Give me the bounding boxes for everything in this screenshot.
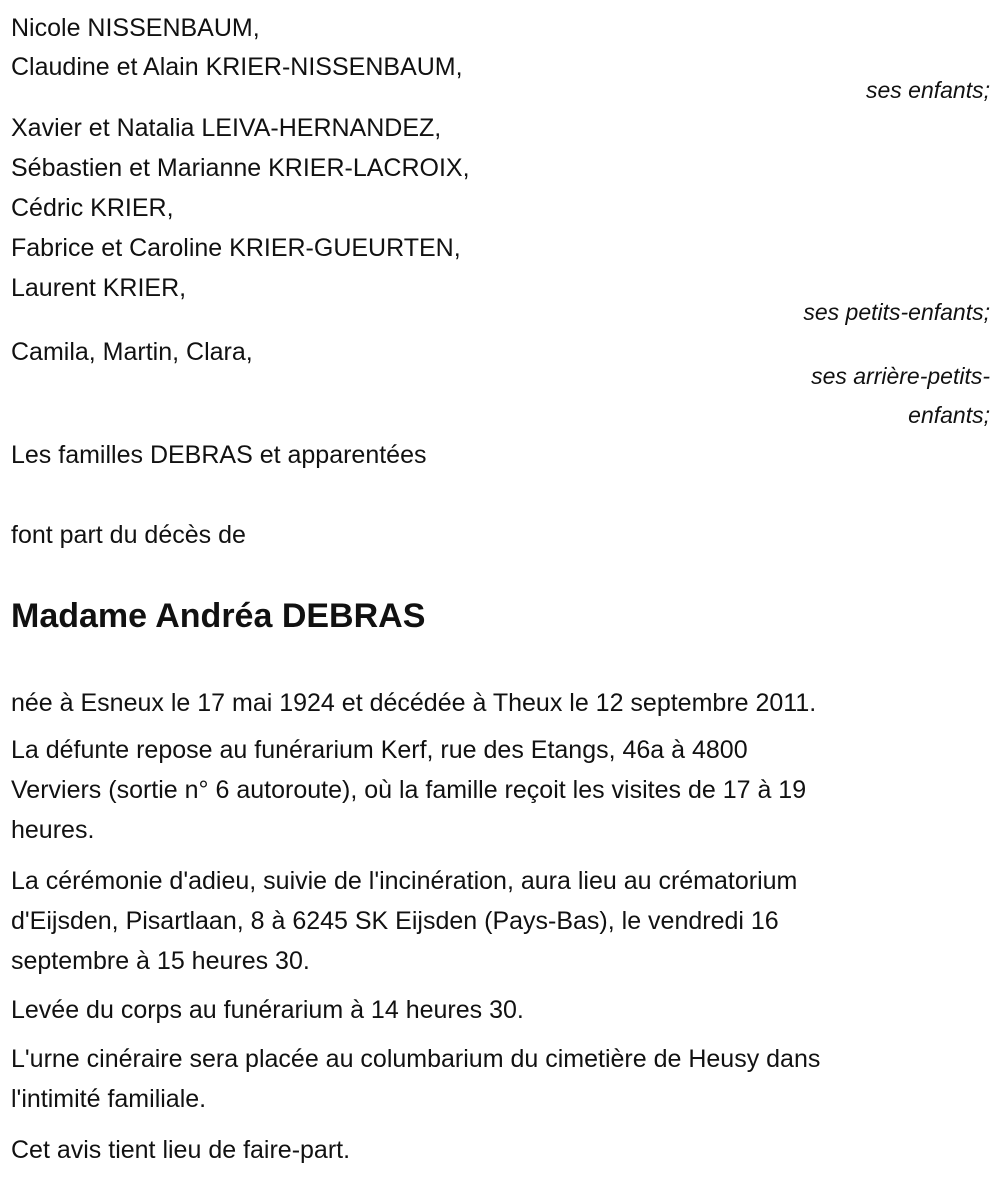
urn-line: l'intimité familiale. bbox=[11, 1085, 207, 1113]
visitation-line: Verviers (sortie n° 6 autoroute), où la famille reçoit les visites de 17 à 19 bbox=[11, 776, 807, 804]
grandchildren-label: ses petits-enfants; bbox=[803, 299, 990, 325]
birth-death-line: née à Esneux le 17 mai 1924 et décédée à Theux le 12 septembre 2011. bbox=[11, 689, 817, 717]
closing-line: Cet avis tient lieu de faire-part. bbox=[11, 1136, 351, 1164]
child-name: Claudine et Alain KRIER-NISSENBAUM, bbox=[11, 53, 463, 81]
grandchild-name: Sébastien et Marianne KRIER-LACROIX, bbox=[11, 154, 470, 182]
visitation-line: heures. bbox=[11, 816, 95, 844]
grandchild-name: Cédric KRIER, bbox=[11, 194, 174, 222]
grandchild-name: Fabrice et Caroline KRIER-GUEURTEN, bbox=[11, 234, 461, 262]
families-line: Les familles DEBRAS et apparentées bbox=[11, 441, 427, 469]
grandchild-name: Laurent KRIER, bbox=[11, 274, 187, 302]
great-grandchildren-label: enfants; bbox=[908, 402, 990, 428]
child-name: Nicole NISSENBAUM, bbox=[11, 14, 260, 42]
children-label: ses enfants; bbox=[865, 77, 990, 103]
great-grandchildren-names: Camila, Martin, Clara, bbox=[11, 338, 253, 366]
deceased-name: Madame Andréa DEBRAS bbox=[11, 597, 426, 635]
urn-line: L'urne cinéraire sera placée au columbarium du cimetière de Heusy dans bbox=[11, 1045, 821, 1073]
announce-line: font part du décès de bbox=[11, 521, 246, 549]
great-grandchildren-label: ses arrière-petits- bbox=[811, 363, 990, 389]
grandchild-name: Xavier et Natalia LEIVA-HERNANDEZ, bbox=[11, 114, 442, 142]
ceremony-line: d'Eijsden, Pisartlaan, 8 à 6245 SK Eijsden (Pays-Bas), le vendredi 16 bbox=[11, 907, 779, 935]
ceremony-line: La cérémonie d'adieu, suivie de l'incinération, aura lieu au crématorium bbox=[11, 867, 798, 895]
visitation-line: La défunte repose au funérarium Kerf, rue des Etangs, 46a à 4800 bbox=[11, 736, 748, 764]
ceremony-line: septembre à 15 heures 30. bbox=[11, 947, 310, 975]
body-removal-line: Levée du corps au funérarium à 14 heures 30. bbox=[11, 996, 524, 1024]
